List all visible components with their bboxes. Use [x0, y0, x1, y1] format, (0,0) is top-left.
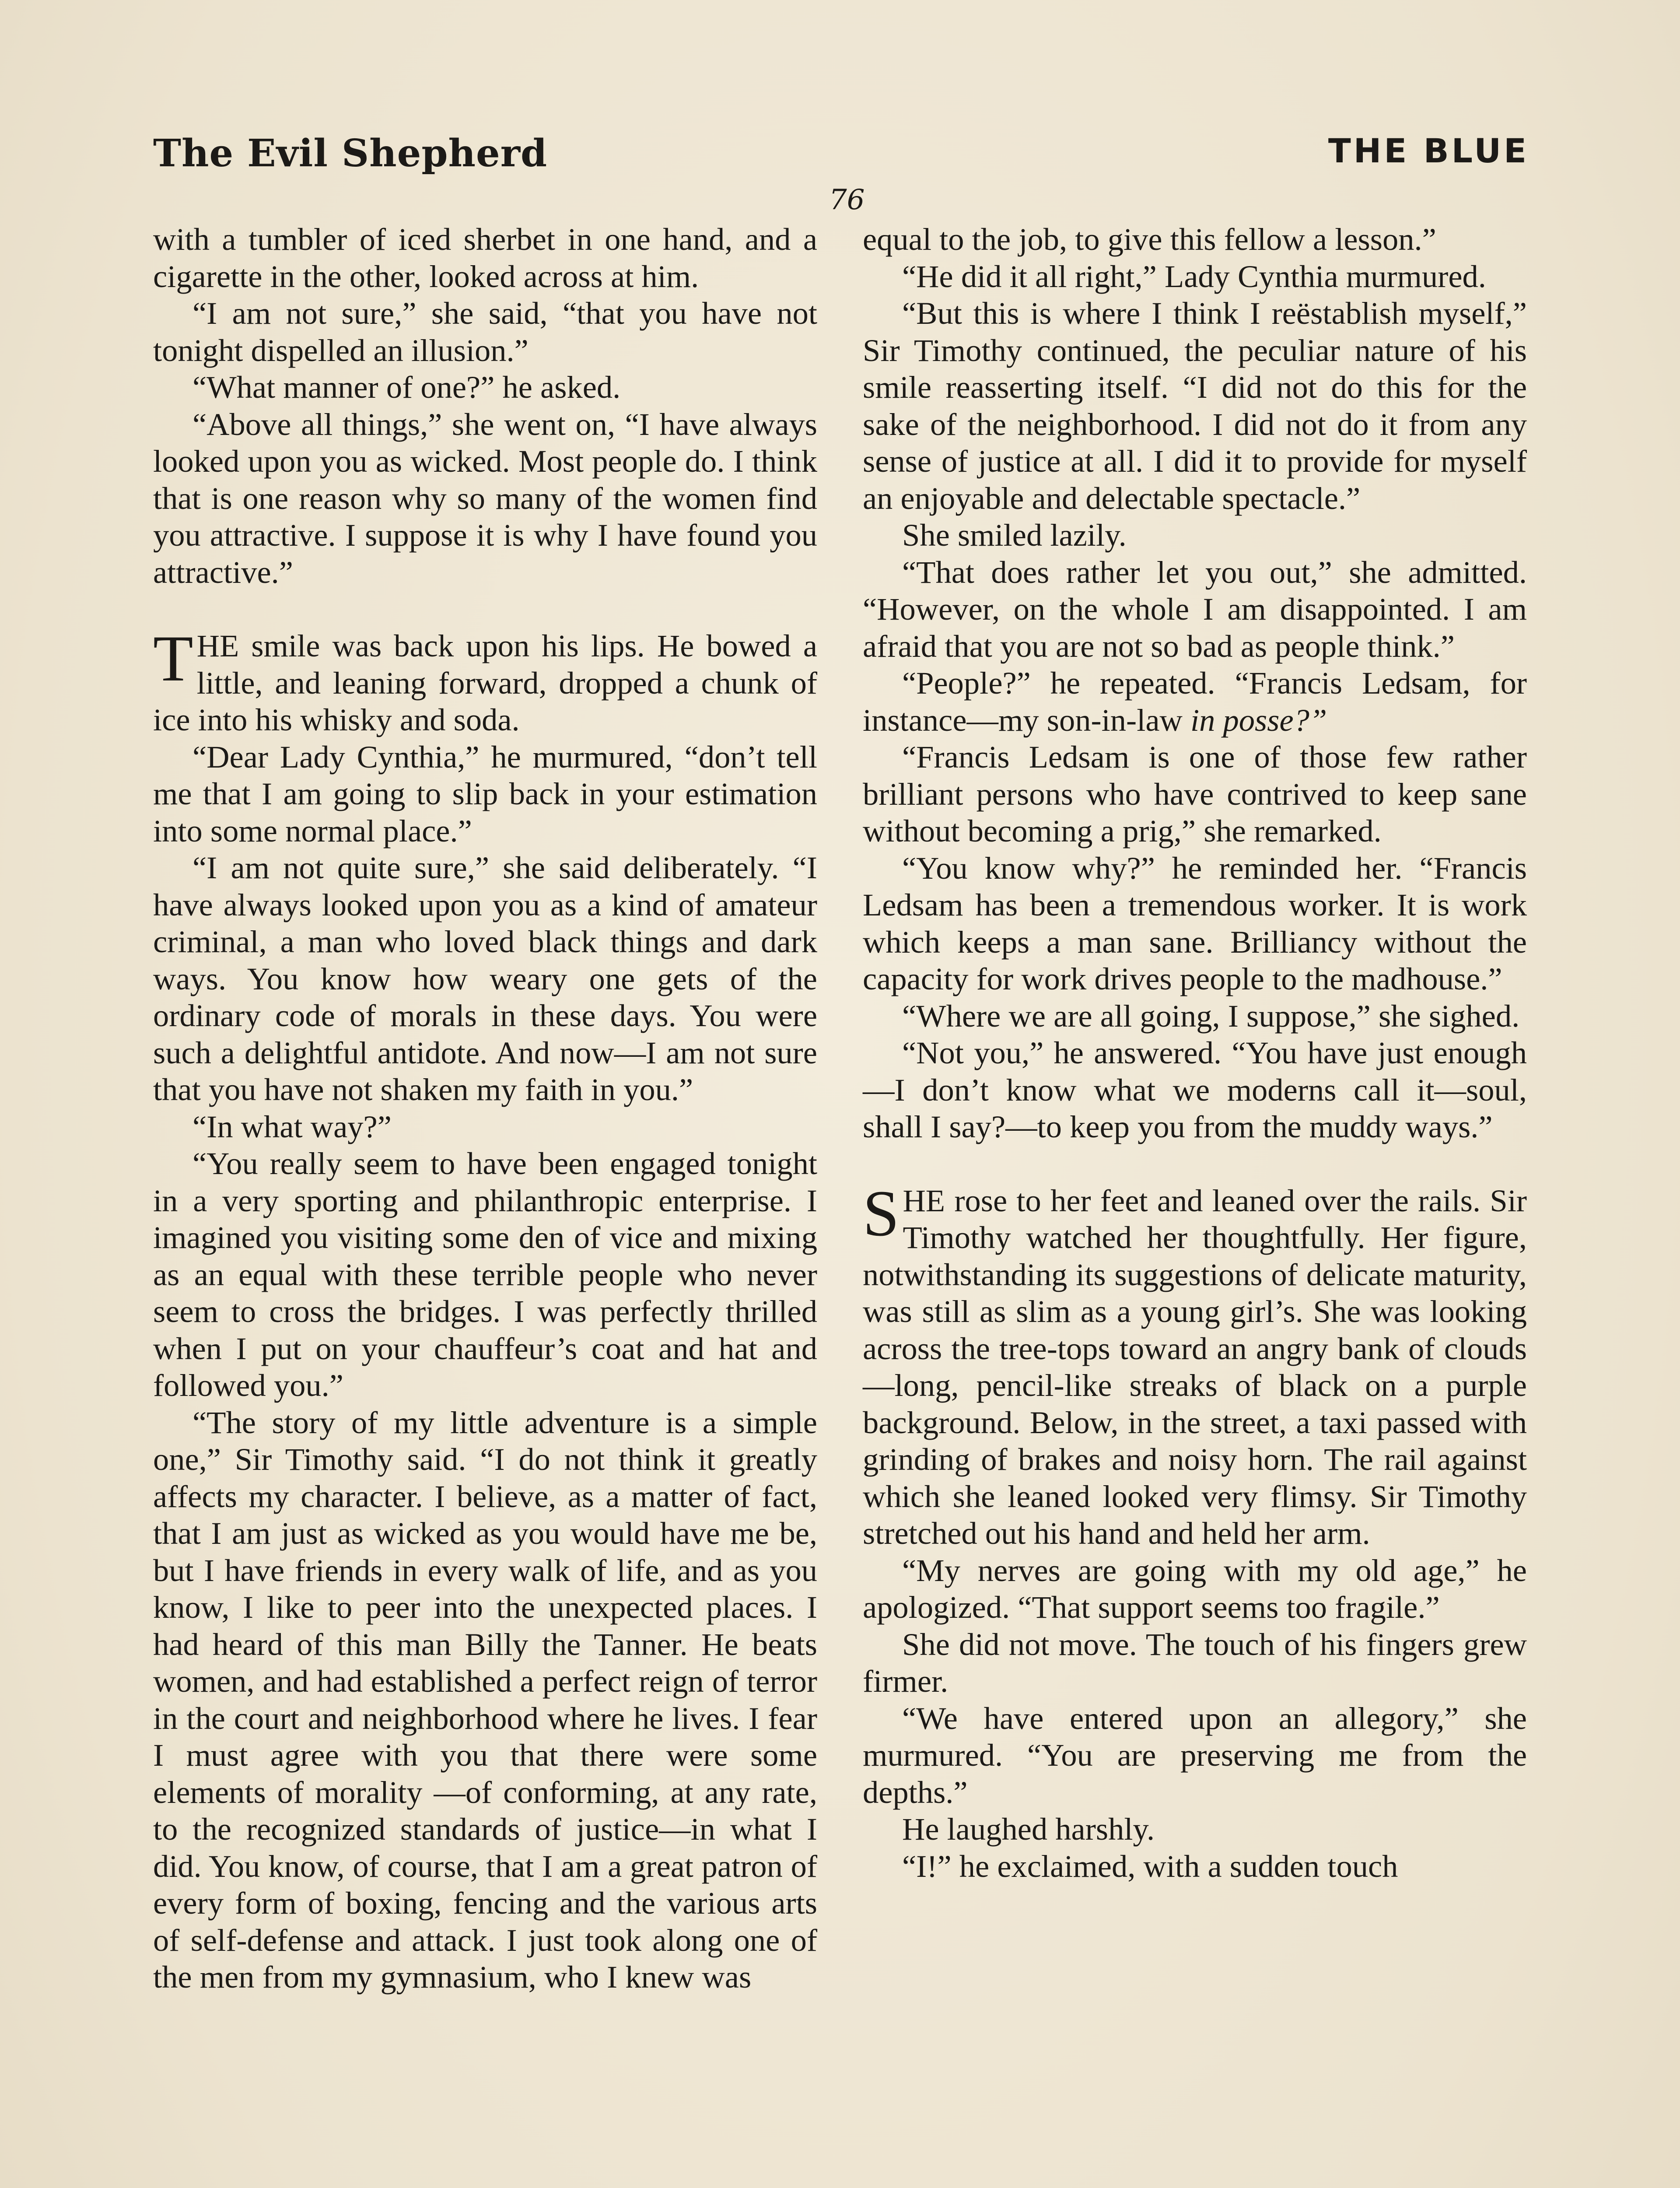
paragraph: “Francis Ledsam is one of those few rather brilliant persons who have contrived to keep sane without becoming a prig,” she remarked. [863, 739, 1527, 849]
paragraph: “Not you,” he answered. “You have just enough—I don’t know what we moderns call it—soul, shall I say?—to keep you from the muddy ways.” [863, 1035, 1527, 1144]
paragraph: “I am not sure,” she said, “that you have not tonight dispelled an illusion.” [153, 295, 817, 368]
paragraph [863, 665, 1527, 739]
paragraph: “I!” he exclaimed, with a sudden touch [902, 1848, 1398, 1884]
paragraph: “What manner of one?” he asked. [192, 369, 621, 405]
page-header-magazine: THE BLUE [1328, 131, 1529, 170]
text-column-right [863, 221, 1527, 1885]
paragraph: “My nerves are going with my old age,” he apologized. “That support seems too fragile.” [863, 1552, 1527, 1625]
paragraph: with a tumbler of iced sherbet in one hand, and a cigarette in the other, looked across at him. [153, 221, 817, 294]
paragraph: “We have entered upon an allegory,” she murmured. “You are preserving me from the depths.” [863, 1700, 1527, 1810]
paragraph: She smiled lazily. [902, 517, 1127, 553]
paragraph-text: “People?” he repeated. “Francis Ledsam, for instance—my son-in-law [863, 665, 1527, 738]
paragraph: He laughed harshly. [902, 1811, 1155, 1847]
italic-text: in posse?” [1190, 702, 1327, 738]
paragraph: “In what way?” [192, 1108, 392, 1144]
paragraph: “Above all things,” she went on, “I have always looked upon you as wicked. Most people do. I think that is one reason why so many of the women find you attractive. I suppose it is why I have found you attractive.” [153, 406, 817, 590]
paragraph: “I am not quite sure,” she said deliberately. “I have always looked upon you as a kind of amateur criminal, a man who loved black things and dark ways. You know how weary one gets of the ordinary code of morals in these days. You were such a delightful antidote. And now—I am not sure that you have not shaken my faith in you.” [153, 850, 817, 1107]
paragraph: “That does rather let you out,” she admitted. “However, on the whole I am disappointed. I am afraid that you are not so bad as people think.” [863, 554, 1527, 664]
section-paragraph [153, 622, 817, 739]
text-column-left [153, 221, 817, 1996]
page-header-title: The Evil Shepherd [153, 131, 548, 175]
paragraph: equal to the job, to give this fellow a lesson.” [863, 221, 1436, 257]
paragraph: “Where we are all going, I suppose,” she sighed. [902, 998, 1520, 1034]
paragraph: She did not move. The touch of his fingers grew firmer. [863, 1626, 1527, 1699]
paragraph-text: HE smile was back upon his lips. He bowed a little, and leaning forward, dropped a chunk of ice into his whisky and soda. [153, 628, 817, 737]
paragraph: “You really seem to have been engaged tonight in a very sporting and philanthropic enterprise. I imagined you visiting some den of vice and mixing as an equal with these terrible people who never seem to cross the bridges. I was perfectly thrilled when I put on your chauffeur’s coat and hat and followed you.” [153, 1146, 817, 1403]
paragraph: “The story of my little adventure is a simple one,” Sir Timothy said. “I do not think it greatly affects my character. I believe, as a matter of fact, that I am just as wicked as you would have me be, but I have friends in every walk of life, and as you know, I like to peer into the unexpected places. I had heard of this man Billy the Tanner. He beats women, and had established a perfect reign of terror in the court and neighborhood where he lives. I fear I must agree with you that there were some elements of morality —of conforming, at any rate, to the recognized standards of justice—in what I did. You know, of course, that I am a great patron of every form of boxing, fencing and the various arts of self-defense and attack. I just took along one of the men from my gymnasium, who I knew was [153, 1404, 817, 1995]
paragraph: “You know why?” he reminded her. “Francis Ledsam has been a tremendous worker. It is work which keeps a man sane. Brilliancy without the capacity for work drives people to the madhouse.” [863, 850, 1527, 996]
paragraph-text: HE rose to her feet and leaned over the rails. Sir Timothy watched her thoughtfully. Her figure, notwithstanding its suggestions of delicate maturity, was still as slim as a young girl’s. She was looking across the tree-tops toward an angry bank of clouds—long, pencil-like streaks of black on a purple background. Below, in the street, a taxi passed with grinding of brakes and noisy horn. The rail against which she leaned looked very flimsy. Sir Timothy stretched out his hand and held her arm. [863, 1182, 1527, 1551]
paragraph: “Dear Lady Cynthia,” he murmured, “don’t tell me that I am going to slip back in your estimation into some normal place.” [153, 739, 817, 849]
paragraph: “He did it all right,” Lady Cynthia murmured. [902, 258, 1486, 294]
drop-cap: T [153, 622, 193, 695]
drop-cap: S [863, 1177, 900, 1250]
section-paragraph [863, 1177, 1527, 1552]
paragraph: “But this is where I think I reëstablish myself,” Sir Timothy continued, the peculiar nature of his smile reasserting itself. “I did not do this for the sake of the neighborhood. I did not do it from any sense of justice at all. I did it to provide for myself an enjoyable and delectable spectacle.” [863, 295, 1527, 516]
page-number: 76 [829, 184, 865, 216]
